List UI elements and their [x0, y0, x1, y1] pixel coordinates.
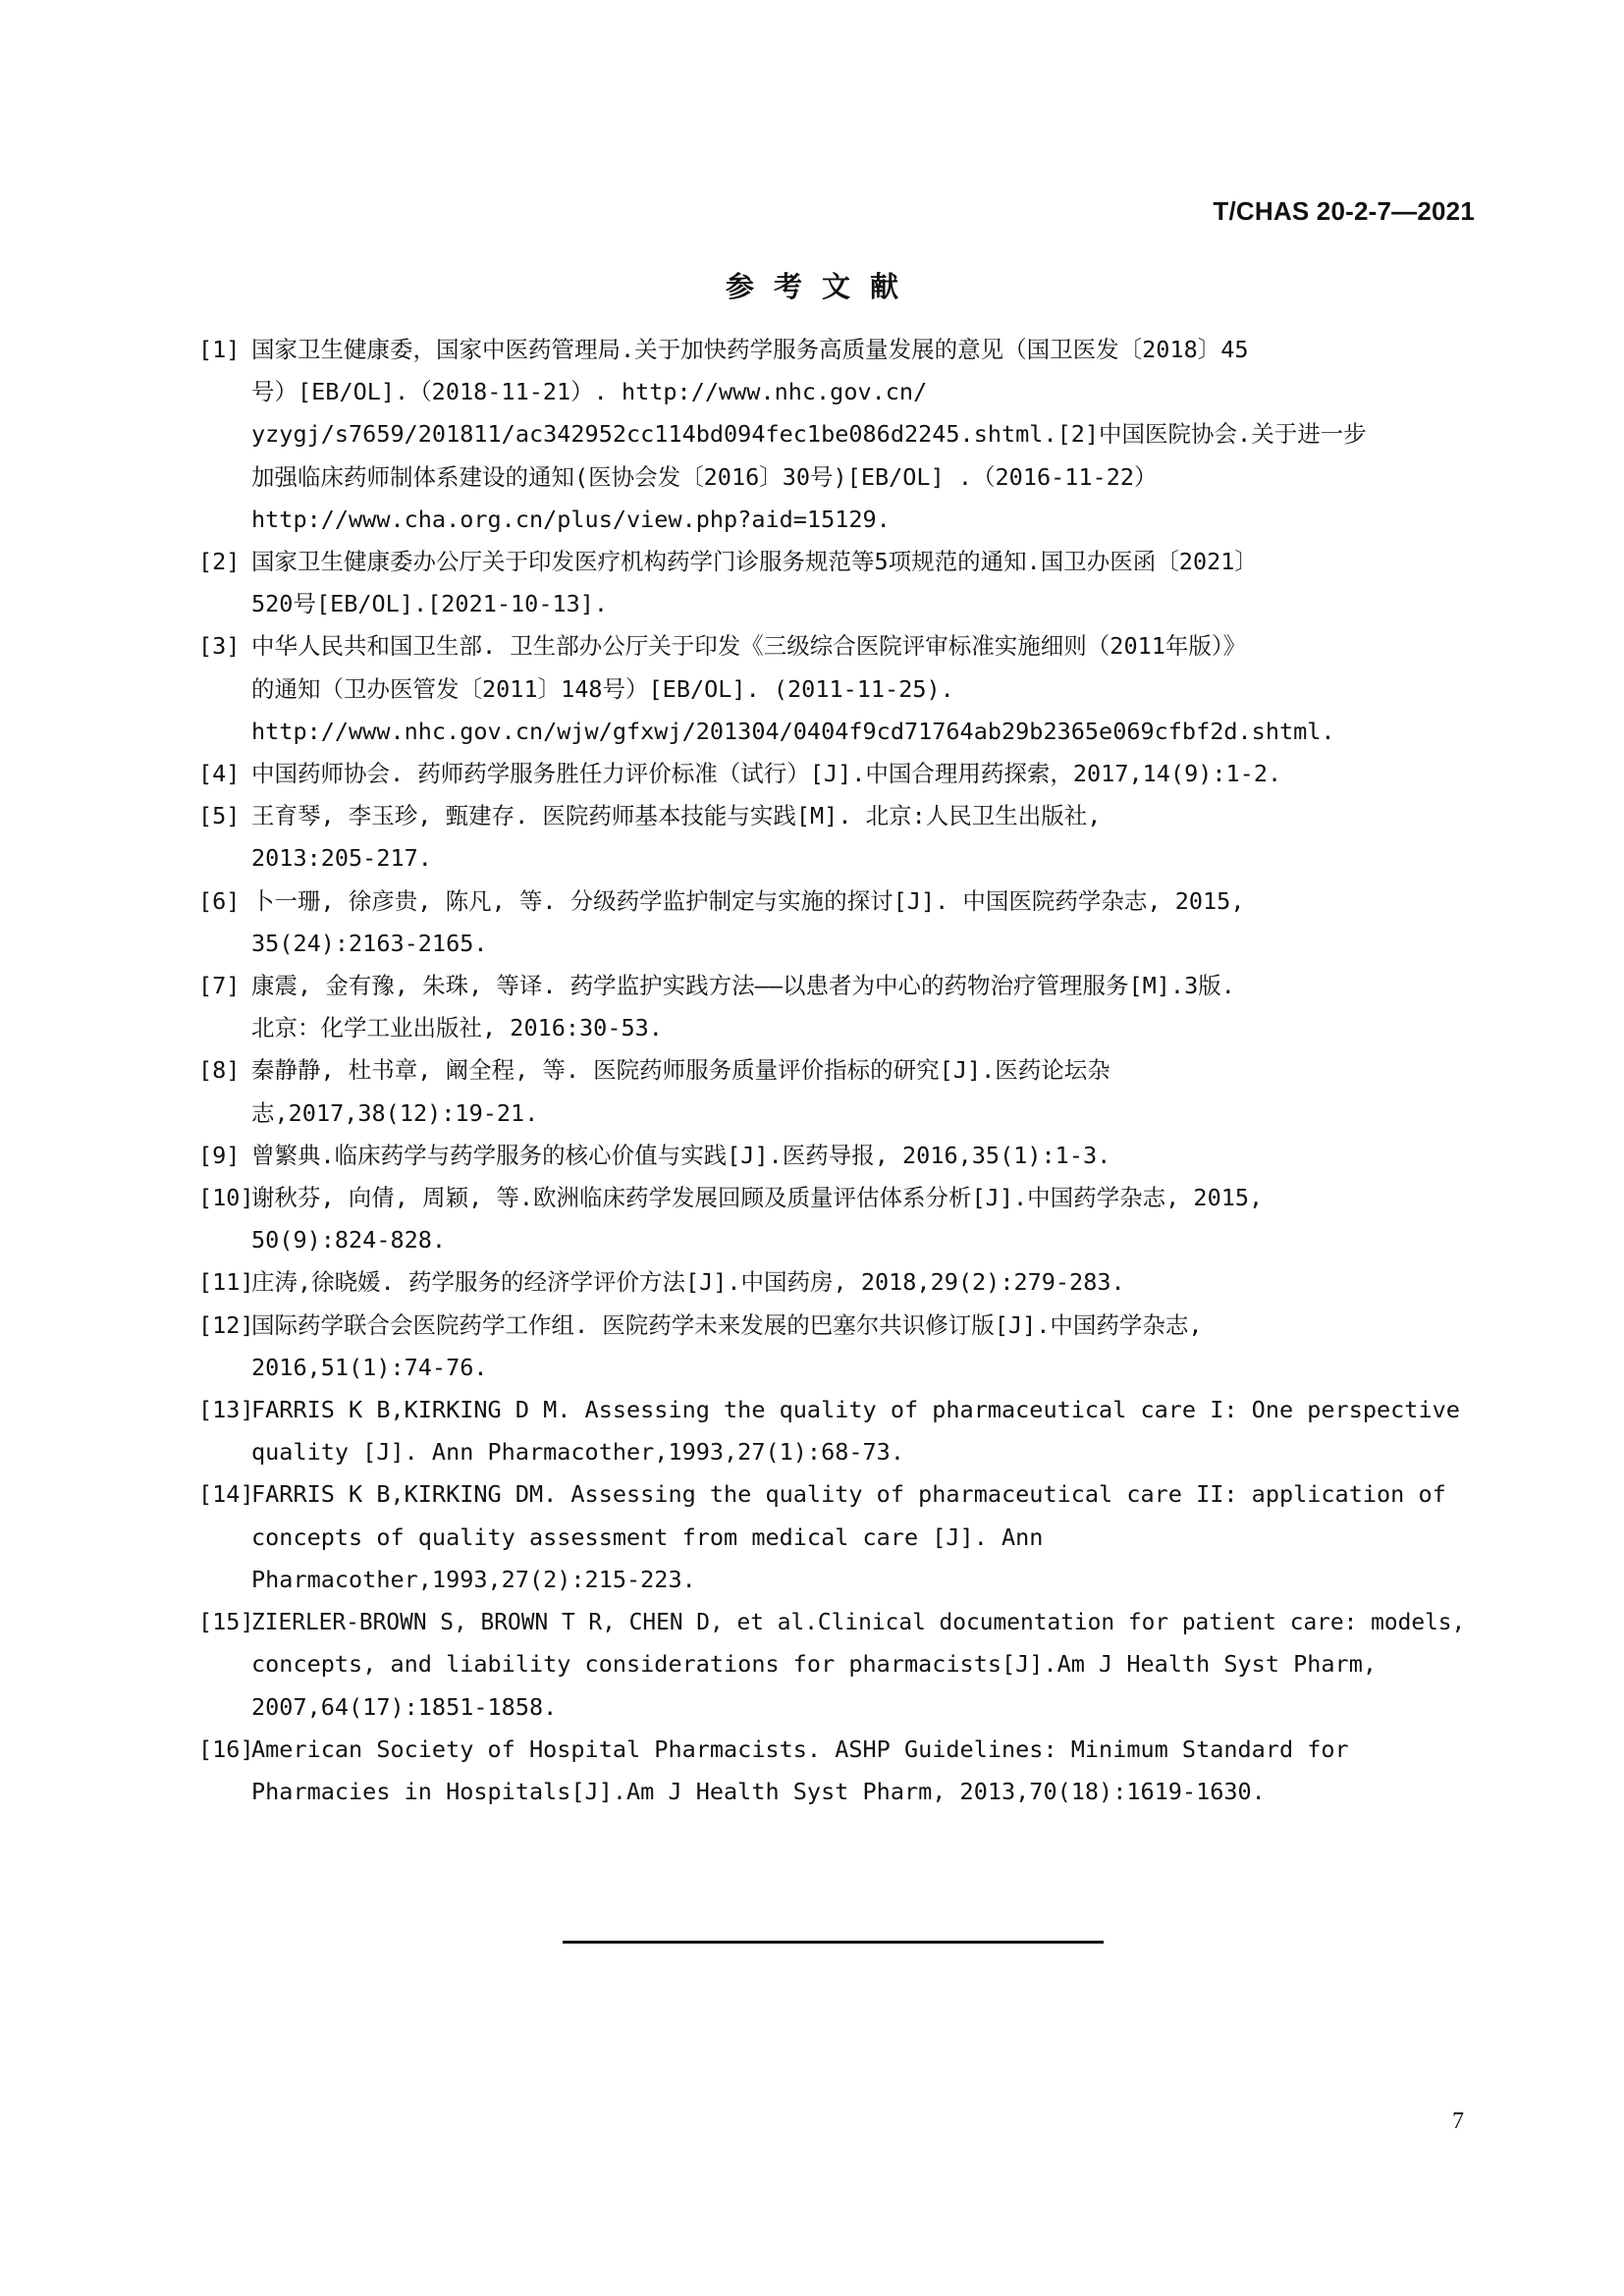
- reference-text-line: 国际药学联合会医院药学工作组. 医院药学未来发展的巴塞尔共识修订版[J].中国药学杂志,: [251, 1310, 1203, 1339]
- reference-text-line: ZIERLER-BROWN S, BROWN T R, CHEN D, et al.Clinical documentation for patient care: models,: [251, 1608, 1466, 1636]
- reference-text-line: http://www.cha.org.cn/plus/view.php?aid=15129.: [251, 505, 891, 533]
- reference-text-line: 的通知（卫办医管发〔2011〕148号）[EB/OL]. (2011-11-25).: [251, 674, 954, 703]
- reference-item: [198, 1177, 1465, 1261]
- reference-text-line: 庄涛,徐晓媛. 药学服务的经济学评价方法[J].中国药房, 2018,29(2):279-283.: [251, 1268, 1125, 1297]
- reference-number: [15]: [198, 1608, 254, 1636]
- reference-number: [7]: [198, 972, 241, 1000]
- reference-text-line: 2007,64(17):1851-1858.: [251, 1692, 558, 1721]
- reference-number: [12]: [198, 1310, 254, 1339]
- reference-item: [198, 1049, 1465, 1134]
- reference-item: [198, 795, 1465, 880]
- reference-number: [4]: [198, 760, 241, 788]
- reference-item: [198, 1389, 1465, 1473]
- section-title: 参考文献: [725, 270, 918, 303]
- reference-number: [9]: [198, 1141, 241, 1169]
- reference-text-line: American Society of Hospital Pharmacists. ASHP Guidelines: Minimum Standard for: [251, 1735, 1349, 1763]
- reference-text-line: 卜一珊, 徐彦贵, 陈凡, 等. 分级药学监护制定与实施的探讨[J]. 中国医院药学杂志, 2015,: [251, 886, 1245, 915]
- reference-text-line: 号）[EB/OL].（2018-11-21）. http://www.nhc.gov.cn/: [251, 378, 928, 406]
- reference-text-line: quality [J]. Ann Pharmacother,1993,27(1):68-73.: [251, 1438, 904, 1467]
- reference-number: [5]: [198, 802, 241, 830]
- document-code: T/CHAS 20-2-7—2021: [1213, 196, 1475, 226]
- reference-number: [16]: [198, 1735, 254, 1763]
- reference-text-line: 520号[EB/OL].[2021-10-13].: [251, 590, 609, 618]
- reference-item: [198, 1473, 1465, 1601]
- reference-number: [3]: [198, 632, 241, 661]
- reference-text-line: 2013:205-217.: [251, 844, 432, 873]
- reference-number: [11]: [198, 1268, 254, 1297]
- reference-number: [13]: [198, 1396, 254, 1424]
- reference-text-line: 王育琴, 李玉珍, 甄建存. 医院药师基本技能与实践[M]. 北京:人民卫生出版社,: [251, 802, 1102, 830]
- reference-text-line: 曾繁典.临床药学与药学服务的核心价值与实践[J].医药导报, 2016,35(1):1-3.: [251, 1141, 1111, 1169]
- reference-text-line: 中华人民共和国卫生部. 卫生部办公厅关于印发《三级综合医院评审标准实施细则（2011年版）》: [251, 632, 1247, 661]
- reference-text-line: FARRIS K B,KIRKING DM. Assessing the quality of pharmaceutical care II: application of: [251, 1480, 1446, 1509]
- reference-text-line: 康震, 金有豫, 朱珠, 等译. 药学监护实践方法——以患者为中心的药物治疗管理服务[M].3版.: [251, 972, 1235, 1000]
- reference-item: [198, 965, 1465, 1049]
- reference-text-line: FARRIS K B,KIRKING D M. Assessing the quality of pharmaceutical care I: One perspective: [251, 1396, 1460, 1424]
- end-rule: [563, 1941, 1104, 1944]
- reference-item: [198, 625, 1465, 753]
- reference-number: [6]: [198, 886, 241, 915]
- reference-text-line: 35(24):2163-2165.: [251, 929, 488, 957]
- reference-text-line: 2016,51(1):74-76.: [251, 1353, 488, 1381]
- reference-text-line: Pharmacother,1993,27(2):215-223.: [251, 1565, 696, 1593]
- reference-text-line: 谢秋芬, 向倩, 周颖, 等.欧洲临床药学发展回顾及质量评估体系分析[J].中国药学杂志, 2015,: [251, 1184, 1264, 1212]
- reference-text-line: concepts of quality assessment from medical care [J]. Ann: [251, 1522, 1044, 1551]
- reference-number: [1]: [198, 336, 241, 363]
- reference-item: [198, 329, 1465, 541]
- reference-text-line: 北京：化学工业出版社, 2016:30-53.: [251, 1014, 663, 1042]
- reference-text-line: 国家卫生健康委办公厅关于印发医疗机构药学门诊服务规范等5项规范的通知.国卫办医函〔2021〕: [251, 548, 1258, 576]
- reference-text-line: 50(9):824-828.: [251, 1226, 447, 1255]
- reference-item: [198, 1601, 1465, 1729]
- reference-item: [198, 1261, 1465, 1304]
- reference-text-line: 中国药师协会. 药师药学服务胜任力评价标准（试行）[J].中国合理用药探索，2017,14(9):1-2.: [251, 760, 1282, 788]
- reference-list: [198, 329, 1465, 1813]
- reference-number: [2]: [198, 548, 241, 576]
- reference-text-line: 国家卫生健康委，国家中医药管理局.关于加快药学服务高质量发展的意见（国卫医发〔2018〕45: [251, 336, 1249, 363]
- reference-text-line: 志,2017,38(12):19-21.: [251, 1098, 539, 1127]
- reference-text-line: http://www.nhc.gov.cn/wjw/gfxwj/201304/0404f9cd71764ab29b2365e069cfbf2d.shtml.: [251, 717, 1335, 745]
- reference-text-line: yzygj/s7659/201811/ac342952cc114bd094fec1be086d2245.shtml.[2]中国医院协会.关于进一步: [251, 420, 1367, 449]
- reference-item: [198, 1729, 1465, 1813]
- reference-item: [198, 1305, 1465, 1389]
- reference-number: [14]: [198, 1480, 254, 1509]
- reference-number: [8]: [198, 1056, 241, 1085]
- reference-text-line: 秦静静, 杜书章, 阚全程, 等. 医院药师服务质量评价指标的研究[J].医药论坛杂: [251, 1056, 1110, 1085]
- reference-item: [198, 541, 1465, 625]
- page-number: 7: [1452, 2109, 1464, 2134]
- reference-item: [198, 1135, 1465, 1177]
- reference-text-line: concepts, and liability considerations for pharmacists[J].Am J Health Syst Pharm,: [251, 1650, 1378, 1679]
- reference-item: [198, 881, 1465, 965]
- reference-item: [198, 753, 1465, 795]
- reference-text-line: 加强临床药师制体系建设的通知(医协会发〔2016〕30号)[EB/OL] .（2016-11-22）: [251, 462, 1158, 491]
- reference-number: [10]: [198, 1184, 254, 1212]
- reference-text-line: Pharmacies in Hospitals[J].Am J Health Syst Pharm, 2013,70(18):1619-1630.: [251, 1777, 1266, 1805]
